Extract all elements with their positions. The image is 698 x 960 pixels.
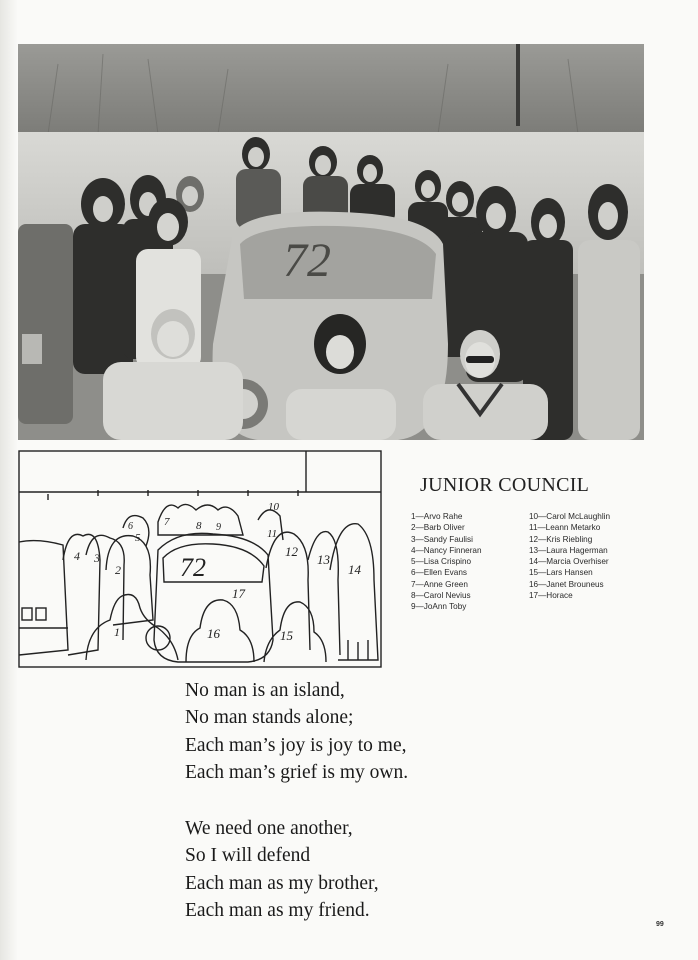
diagram-number-4: 4 [74,549,80,563]
member-name: 15—Lars Hansen [529,568,593,578]
diagram-number-2: 2 [115,563,121,577]
member-name: 6—Ellen Evans [411,568,467,578]
diagram-number-11: 11 [267,528,278,540]
diagram-number-14: 14 [348,562,361,577]
member-name: 14—Marcia Overhiser [529,557,609,567]
poem-stanza-1 [185,677,545,786]
member-name: 4—Nancy Finneran [411,545,482,555]
member-list-right [529,511,610,601]
diagram-number-6: 6 [128,521,133,532]
member-name: 12—Kris Riebling [529,534,593,544]
diagram-number-16: 16 [207,626,220,641]
poem-line: Each man’s joy is joy to me, [185,734,407,756]
member-name: 11—Leann Metarko [529,523,601,533]
poem-line: No man is an island, [185,680,345,701]
photo-car-number: 72 [283,234,331,287]
member-name: 2—Barb Oliver [411,523,465,533]
diagram-number-1: 1 [114,625,120,639]
page-edge-shadow [0,0,18,960]
poem-stanza-2 [185,815,545,924]
diagram-number-3: 3 [94,551,100,565]
group-photo [18,44,644,440]
photo-key-diagram [18,450,382,668]
diagram-number-12: 12 [285,544,298,559]
diagram-number-10: 10 [268,501,279,513]
poem-line: Each man’s grief is my own. [185,761,409,783]
member-name: 7—Anne Green [411,579,468,589]
diagram-number-8: 8 [196,520,202,532]
member-name: 17—Horace [529,591,573,601]
member-name: 16—Janet Brouneus [529,579,604,589]
member-list-left [411,511,482,613]
diagram-number-17: 17 [232,586,245,601]
member-name: 1—Arvo Rahe [411,512,463,521]
member-name: 9—JoAnn Toby [411,602,467,612]
council-title: JUNIOR COUNCIL [420,474,590,496]
diagram-number-9: 9 [216,522,221,533]
member-name: 5—Lisa Crispino [411,557,472,567]
poem-line: Each man as my friend. [185,899,370,921]
diagram-number-5: 5 [135,532,141,544]
member-name: 10—Carol McLaughlin [529,512,611,521]
diagram-number-13: 13 [317,552,330,567]
diagram-number-15: 15 [280,628,293,643]
page-number: 99 [656,921,664,928]
poem-line: So I will defend [185,845,311,867]
member-name: 8—Carol Nevius [411,591,471,601]
member-name: 13—Laura Hagerman [529,545,608,555]
poem-line: No man stands alone; [185,707,354,729]
poem-line: We need one another, [185,818,353,839]
diagram-number-7: 7 [164,516,170,528]
member-name: 3—Sandy Faulisi [411,534,473,544]
diagram-car-number: 72 [180,553,206,582]
poem-line: Each man as my brother, [185,872,379,894]
